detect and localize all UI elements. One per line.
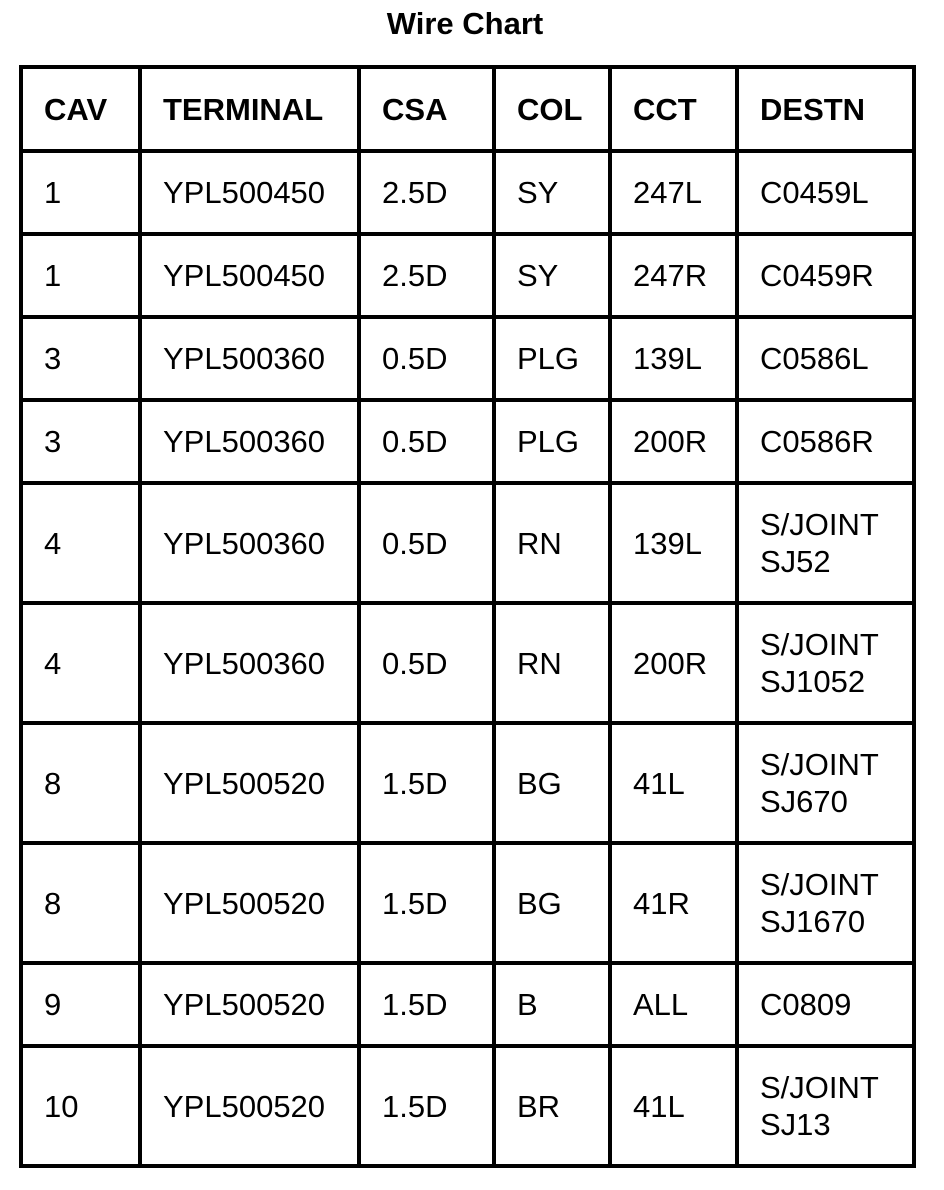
cell-col: B (494, 963, 610, 1046)
cell-col: RN (494, 483, 610, 603)
cell-csa: 0.5D (359, 400, 494, 483)
cell-cct: 139L (610, 483, 737, 603)
wire-chart-table (19, 65, 916, 1168)
cell-csa: 1.5D (359, 723, 494, 843)
table-row (21, 234, 914, 317)
cell-destn (737, 603, 914, 723)
column-header-terminal: TERMINAL (140, 67, 359, 151)
cell-cct: 41L (610, 1046, 737, 1166)
destn-line: SJ1670 (760, 904, 866, 939)
cell-col: SY (494, 151, 610, 234)
column-header-cct: CCT (610, 67, 737, 151)
table-row (21, 1046, 914, 1166)
cell-cct: 200R (610, 603, 737, 723)
cell-cct: 41L (610, 723, 737, 843)
destn-line: C0459R (760, 258, 874, 293)
cell-cav: 1 (21, 151, 140, 234)
cell-cct: 200R (610, 400, 737, 483)
cell-destn (737, 1046, 914, 1166)
cell-destn (737, 234, 914, 317)
cell-col: PLG (494, 317, 610, 400)
column-header-destn: DESTN (737, 67, 914, 151)
cell-cav: 4 (21, 483, 140, 603)
table-row (21, 723, 914, 843)
cell-cct: ALL (610, 963, 737, 1046)
cell-cav: 8 (21, 723, 140, 843)
cell-cct: 247R (610, 234, 737, 317)
cell-cav: 1 (21, 234, 140, 317)
cell-csa: 1.5D (359, 1046, 494, 1166)
destn-line: S/JOINT (760, 867, 879, 902)
table-row (21, 151, 914, 234)
cell-cav: 3 (21, 400, 140, 483)
cell-terminal: YPL500520 (140, 843, 359, 963)
column-header-csa: CSA (359, 67, 494, 151)
cell-cct: 41R (610, 843, 737, 963)
destn-line: SJ52 (760, 544, 831, 579)
cell-destn (737, 317, 914, 400)
cell-terminal: YPL500360 (140, 483, 359, 603)
destn-line: S/JOINT (760, 627, 879, 662)
destn-line: S/JOINT (760, 507, 879, 542)
table-row (21, 317, 914, 400)
table-row (21, 963, 914, 1046)
table-row (21, 843, 914, 963)
table-body (21, 151, 914, 1166)
cell-csa: 1.5D (359, 963, 494, 1046)
cell-destn (737, 400, 914, 483)
cell-terminal: YPL500360 (140, 400, 359, 483)
cell-terminal: YPL500360 (140, 317, 359, 400)
destn-line: SJ670 (760, 784, 848, 819)
cell-cav: 4 (21, 603, 140, 723)
cell-terminal: YPL500360 (140, 603, 359, 723)
cell-destn (737, 483, 914, 603)
cell-csa: 2.5D (359, 151, 494, 234)
cell-terminal: YPL500450 (140, 151, 359, 234)
cell-terminal: YPL500520 (140, 723, 359, 843)
cell-cct: 139L (610, 317, 737, 400)
destn-line: C0809 (760, 987, 852, 1022)
cell-col: PLG (494, 400, 610, 483)
cell-cav: 8 (21, 843, 140, 963)
column-header-cav: CAV (21, 67, 140, 151)
cell-col: BG (494, 843, 610, 963)
cell-terminal: YPL500450 (140, 234, 359, 317)
page-title: Wire Chart (386, 6, 544, 41)
cell-csa: 1.5D (359, 843, 494, 963)
destn-line: S/JOINT (760, 1070, 879, 1105)
cell-csa: 0.5D (359, 483, 494, 603)
destn-line: C0459L (760, 175, 869, 210)
cell-csa: 2.5D (359, 234, 494, 317)
cell-csa: 0.5D (359, 317, 494, 400)
cell-destn (737, 843, 914, 963)
cell-col: SY (494, 234, 610, 317)
destn-line: S/JOINT (760, 747, 879, 782)
cell-destn (737, 723, 914, 843)
column-header-col: COL (494, 67, 610, 151)
cell-cav: 10 (21, 1046, 140, 1166)
cell-destn (737, 151, 914, 234)
cell-destn (737, 963, 914, 1046)
cell-col: RN (494, 603, 610, 723)
header-row (21, 67, 914, 151)
cell-csa: 0.5D (359, 603, 494, 723)
cell-col: BG (494, 723, 610, 843)
cell-cav: 3 (21, 317, 140, 400)
destn-line: SJ1052 (760, 664, 866, 699)
destn-line: C0586R (760, 424, 874, 459)
table-row (21, 603, 914, 723)
table-row (21, 483, 914, 603)
destn-line: SJ13 (760, 1107, 831, 1142)
cell-terminal: YPL500520 (140, 1046, 359, 1166)
destn-line: C0586L (760, 341, 869, 376)
cell-terminal: YPL500520 (140, 963, 359, 1046)
cell-cct: 247L (610, 151, 737, 234)
cell-col: BR (494, 1046, 610, 1166)
cell-cav: 9 (21, 963, 140, 1046)
table-row (21, 400, 914, 483)
